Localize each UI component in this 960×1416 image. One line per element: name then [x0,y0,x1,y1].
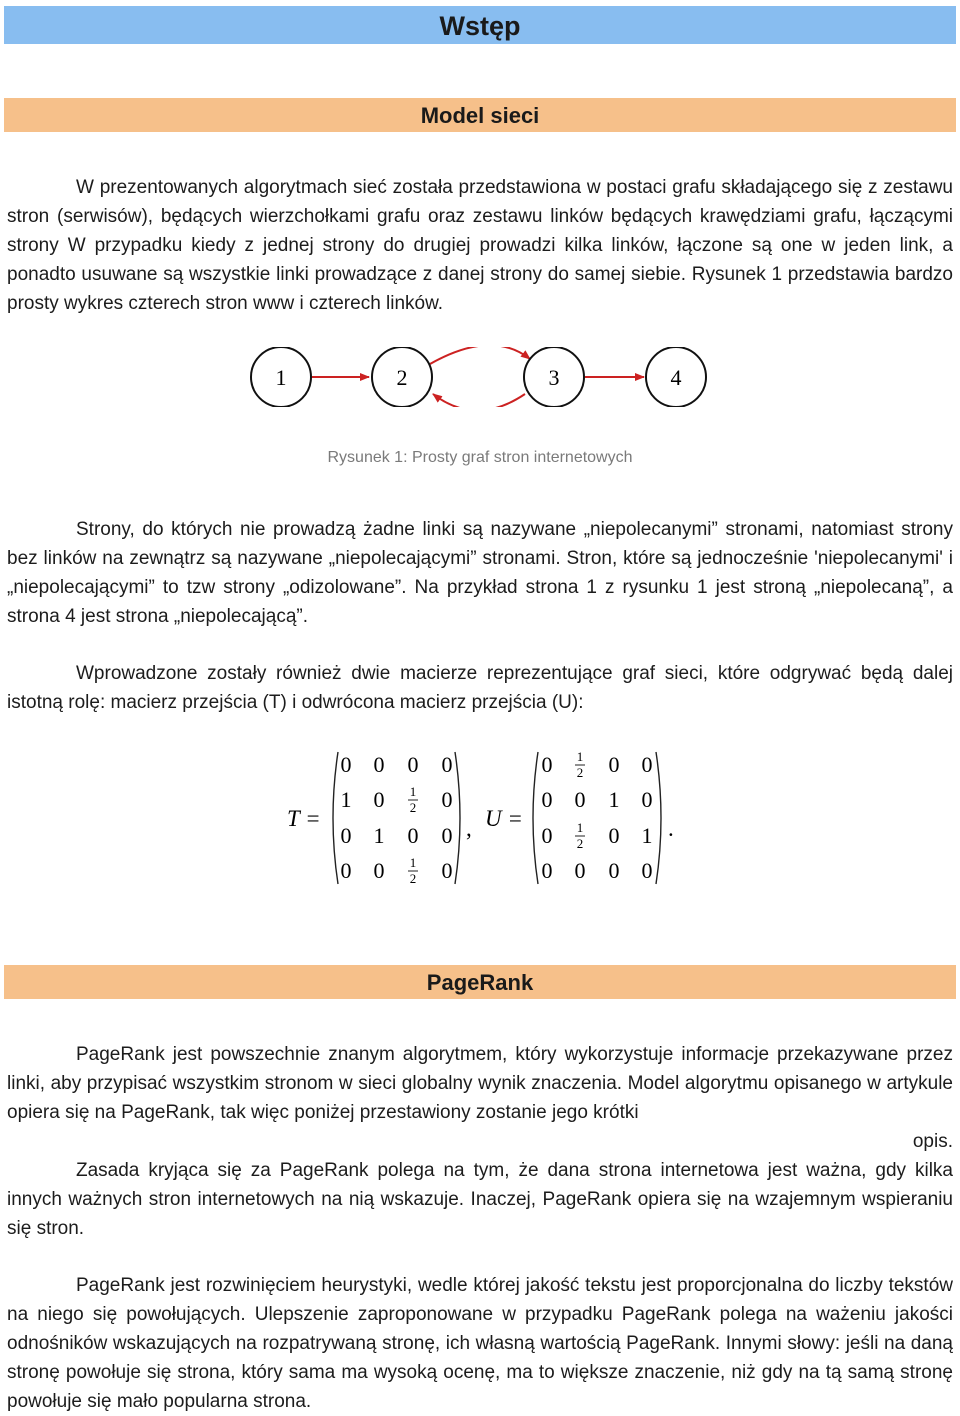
matrix-u-cell-denominator: 2 [576,765,584,780]
matrix-u-cell-denominator: 2 [576,836,584,851]
paragraph-node-types: Strony, do których nie prowadzą żadne linki są nazywane „niepolecanymi” stronami, natomiast strony bez linków na zewnątrz są nazywane „niepolecającymi” stronami. Stron, które są jednocześnie 'niepolecanymi' i „niepolecającymi” to tzw strony „odizolowane”. Na przykład strona 1 z rysunku 1 jest stroną „niepolecaną”, a strona 4 jest strona „niepolecającą”. [7,519,953,627]
paragraph-pagerank-intro-end: opis. [912,1131,953,1152]
matrix-u-bracket-right [656,752,661,884]
paragraph-pagerank-intro: PageRank jest powszechnie znanym algorytmem, który wykorzystuje informacje przekazywane przez linki, aby przypisać wszystkim stronom w sieci globalny wynik znaczenia. Model algorytmu opisanego w artykule opiera się na PageRank, tak więc poniżej przestawiony zostanie jego krótki [7,1044,953,1123]
paragraph-pagerank-heuristic: PageRank jest rozwinięciem heurystyki, wedle której jakość tekstu jest proporcjonalna do liczby tekstów na niego się powołujących. Ulepszenie zaproponowane w przypadku PageRank polega na ważeniu jakości odnośników wskazujących na rozpatrywaną stronę, ich własną wartością PageRank. Innymi słowy: jeśli na daną stronę powołuje się strona, który sama ma wysoką ocenę, ma to większe znaczenie, niż gdy na tą samą stronę powołuje się mało popularna strona. [7,1275,953,1412]
figure-caption: Rysunek 1: Prosty graf stron internetowych [327,449,633,466]
matrix-t-cell: 0 [441,823,453,848]
matrix-t-cell-numerator: 1 [409,855,417,870]
matrix-t-cell-numerator: 1 [409,784,417,799]
matrix-t-label: T = [287,806,321,831]
matrix-t-bracket-right [455,752,460,884]
matrix-t-cell: 0 [340,823,352,848]
paragraph-model-intro: W prezentowanych algorytmach sieć została przedstawiona w postaci grafu składającego się z zestawu stron (serwisów), będących wierzchołkami grafu oraz zestawu linków będących krawędziami grafu, łączącymi strony W przypadku kiedy z jednej strony do drugiej prowadzi kilka linków, łączone są one w jeden link, a ponadto usuwane są wszystkie linki prowadzące z danej strony do samej siebie. Rysunek 1 przedstawia bardzo prosty wykres czterech stron www i czterech linków. [7,177,953,314]
matrix-u-cell: 1 [641,823,653,848]
section-title-model: Model sieci [420,103,540,128]
matrix-u-cell: 0 [608,823,620,848]
matrix-u-cell: 0 [541,752,553,777]
matrix-u-cell: 0 [641,787,653,812]
matrix-u-cell: 1 [608,787,620,812]
matrix-u-cell: 0 [541,823,553,848]
matrix-u-label: U = [485,806,523,831]
matrix-t-cell-denominator: 2 [409,800,417,815]
matrix-t-bracket-left [333,752,338,884]
matrix-t-cell: 0 [441,787,453,812]
matrix-t-cell: 1 [373,823,385,848]
node-label: 2 [396,365,408,390]
edge-3-2 [433,394,525,407]
matrix-u-bracket-left [533,752,538,884]
matrix-u-cell: 0 [541,787,553,812]
matrix-u-cell: 0 [541,858,553,883]
node-label: 4 [670,365,682,390]
edge-2-3 [430,347,530,364]
matrix-u-cell: 0 [574,787,586,812]
matrix-comma: , [466,816,472,841]
matrix-u-cell: 0 [641,752,653,777]
section-banner-pagerank [4,965,956,999]
section-title-intro: Wstęp [439,11,521,41]
matrix-t-cell: 0 [441,752,453,777]
matrix-period: . [668,816,674,841]
paragraph-pagerank-principle: Zasada kryjąca się za PageRank polega na tym, że dana strona internetowa jest ważna, gdy kilka innych ważnych stron internetowych na nią wskazuje. Inaczej, PageRank opiera się na wzajemnym wspieraniu się stron. [7,1160,953,1239]
matrix-u-cell: 0 [608,858,620,883]
matrix-t-cell: 1 [340,787,352,812]
graph-figure [0,347,960,407]
node-label: 3 [548,365,560,390]
matrix-u-cell-numerator: 1 [576,820,584,835]
matrix-t-cell [408,855,418,886]
matrix-t-cell: 0 [441,858,453,883]
matrix-t-cell: 0 [407,823,419,848]
matrix-t-cell [408,784,418,815]
matrix-u-cell [575,749,585,780]
matrix-u-cell: 0 [641,858,653,883]
matrix-t-cell: 0 [407,752,419,777]
paragraph-matrices-intro: Wprowadzone zostały również dwie macierze reprezentujące graf sieci, które odgrywać będą dalej istotną rolę: macierz przejścia (T) i odwrócona macierz przejścia (U): [7,663,953,713]
matrix-t-cell: 0 [340,752,352,777]
node-label: 1 [275,365,287,390]
matrix-t-cell: 0 [373,787,385,812]
section-title-pagerank: PageRank [426,970,534,995]
matrix-u-cell [575,820,585,851]
section-banner-intro [4,6,956,44]
matrix-u-cell: 0 [574,858,586,883]
matrix-equation [0,740,960,900]
section-banner-model [4,98,956,132]
matrix-t-cell-denominator: 2 [409,871,417,886]
matrix-u-cell-numerator: 1 [576,749,584,764]
matrix-t-cell: 0 [373,752,385,777]
matrix-t-cell: 0 [373,858,385,883]
matrix-u-cell: 0 [608,752,620,777]
matrix-t-cell: 0 [340,858,352,883]
